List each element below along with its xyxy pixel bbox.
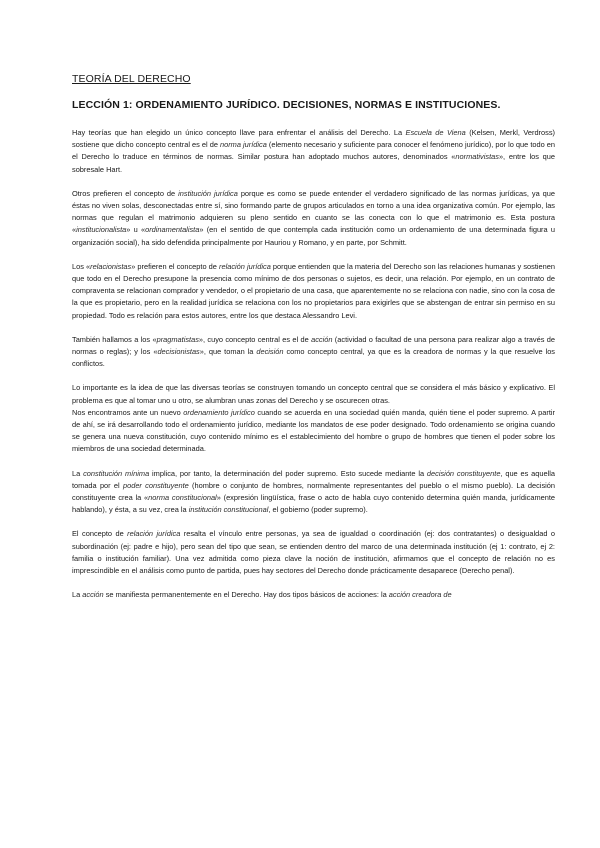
text-run: La: [72, 590, 83, 600]
paragraph: [72, 334, 555, 371]
subject-title: TEORÍA DEL DERECHO: [72, 73, 191, 85]
text-run: » (en el sentido de que contempla cada institución como un ordenamiento de una determinada figura u organización social), ha sido defendida principalmente por Hauriou y Romano, y en parte, por Schmitt.: [72, 225, 555, 247]
paragraph: [72, 589, 555, 601]
italic-term: decisión constituyente: [426, 468, 501, 478]
text-run: (actividad o facultad de una persona para realizar algo a través de normas o reglas); y los «: [72, 334, 555, 357]
italic-term: Escuela de Viena: [405, 128, 466, 137]
text-run: La: [72, 468, 84, 478]
text-run: cuando se acuerda en una sociedad quién manda, quién tiene el poder supremo. A partir de ahí, se irá desarrollando todo el ordenamiento jurídico, mediante los mandatos de ese poder designado. Todo ordenamiento se origina cuando se genera una nueva constitución, cuyo contenido mínimo es el establecimiento del hombre o grupo de hombres que tienen el poder sobre los miembros de una sociedad determinada.: [72, 407, 555, 454]
text-run: » u «: [126, 225, 146, 235]
text-run: (elemento necesario y suficiente para conocer el fenómeno jurídico), por lo que todo en el Derecho lo traduce en términos de normas. Similar postura han adoptado muchos autores, denominados «: [72, 140, 555, 162]
text-run: También hallamos a los «: [72, 334, 157, 344]
paragraph: [72, 188, 555, 249]
italic-term: poder constituyente: [122, 480, 189, 490]
italic-term: institución jurídica: [178, 188, 238, 198]
italic-term: normativistas: [455, 152, 499, 162]
text-run: Los «: [72, 261, 91, 271]
paragraph: [72, 407, 555, 456]
text-run: Lo importante es la idea de que las diversas teorías se construyen tomando un concepto central que se considera el más básico y explicativo. El problema es que al tomar uno u otro, se alumbran unas zonas del Derecho y se oscurecen otras.: [72, 383, 555, 405]
paragraph: [72, 127, 555, 176]
italic-term: relación jurídica: [127, 529, 181, 539]
italic-term: ordenamiento jurídico: [183, 407, 255, 417]
text-run: porque es como se puede entender el verdadero significado de las normas jurídicas, ya que éstas no viven solas, desconectadas entre sí, sino formando parte de grupos articulados en torno a una idea organizativa común. Por ejemplo, las normas que regulan el matrimonio adquieren su pleno sentido en cuanto se las conecta con lo que el matrimonio es. Esta postura «: [72, 188, 556, 235]
text-run: resalta el vínculo entre personas, ya sea de igualdad o coordinación (ej: dos contratantes) o desigualdad o subordinación (ej: padre e hijo), pero sean del tipo que sean, se entienden dentro del marco de una determinada institución (ej 1: contrato, ej 2: familia o institución familiar). Una vez admitida como pieza clave la noción de institución, afirmamos que el concepto de relación no es imprescindible en el análisis como punto de partida, pues hay sectores del Derecho donde prácticamente desaparece (Derecho penal).: [72, 529, 556, 576]
text-run: (hombre o conjunto de hombres, normalmente representantes del pueblo o el mismo pueblo). La decisión constituyente crea la «: [72, 480, 555, 503]
italic-term: relación jurídica: [219, 261, 271, 271]
italic-term: institucionalista: [76, 225, 127, 235]
italic-term: decisión: [256, 347, 284, 357]
paragraph: [72, 468, 555, 517]
text-run: porque entienden que la materia del Derecho son las relaciones humanas y sostienen que todo en el Derecho presupone la presencia como mínimo de dos personas o sujetos, es decir, una relación. Por ejemplo, en un contrato de compraventa se relacionan comprador y vendedor, o el propietario de una casa, que aparentemente no se relaciona con nadie, sino con la cosa de la que es propietario, pero en la realidad jurídica se relaciona con los no propietarios para exigirles que se abstengan de entrar sin permiso en su propiedad. Todo es relación para estos autores, entre los que destaca Alessandro Levi.: [72, 261, 555, 320]
italic-term: acción: [311, 334, 333, 344]
italic-term: pragmatistas: [156, 334, 199, 344]
text-run: », cuyo concepto central es el de: [198, 334, 312, 344]
italic-term: relacionistas: [90, 261, 132, 271]
paragraph: [72, 528, 555, 577]
text-run: se manifiesta permanentemente en el Derecho. Hay dos tipos básicos de acciones: la: [103, 590, 389, 600]
paragraph: [72, 261, 555, 322]
italic-term: decisionistas: [157, 347, 200, 357]
text-run: implica, por tanto, la determinación del poder supremo. Esto sucede mediante la: [149, 468, 427, 478]
lesson-title: LECCIÓN 1: ORDENAMIENTO JURÍDICO. DECISIONES, NORMAS E INSTITUCIONES.: [72, 99, 501, 111]
text-run: , el gobierno (poder supremo).: [268, 505, 368, 515]
italic-term: norma jurídica: [220, 140, 267, 150]
italic-term: norma constitucional: [148, 493, 217, 503]
text-run: como concepto central, ya que es la creadora de normas y la que resuelve los conflictos.: [72, 347, 555, 369]
text-run: Nos encontramos ante un nuevo: [72, 407, 184, 417]
text-run: Otros prefieren el concepto de: [72, 188, 179, 198]
italic-term: acción: [82, 590, 104, 600]
text-run: Hay teorías que han elegido un único concepto llave para enfrentar el análisis del Derecho. La: [72, 128, 406, 137]
document-body: [72, 127, 555, 614]
text-run: » (expresión lingüística, frase o acto de habla cuyo contenido determina quién manda, jurídicamente hablando), y ésta, a su vez, crea la: [72, 493, 555, 515]
text-run: El concepto de: [72, 529, 128, 539]
text-run: », entre los que sobresale Hart.: [72, 152, 555, 174]
text-run: » prefieren el concepto de: [131, 261, 219, 271]
italic-term: ordinamentalista: [145, 225, 200, 235]
text-run: (Kelsen, Merkl, Verdross) sostiene que dicho concepto central es el de: [72, 128, 555, 150]
italic-term: institución constitucional: [188, 505, 269, 515]
paragraph: [72, 382, 555, 406]
italic-term: constitución mínima: [83, 468, 150, 478]
text-run: », que toman la: [199, 347, 257, 357]
italic-term: acción creadora de: [388, 590, 452, 600]
text-run: , que es aquella tomada por el: [72, 468, 555, 490]
